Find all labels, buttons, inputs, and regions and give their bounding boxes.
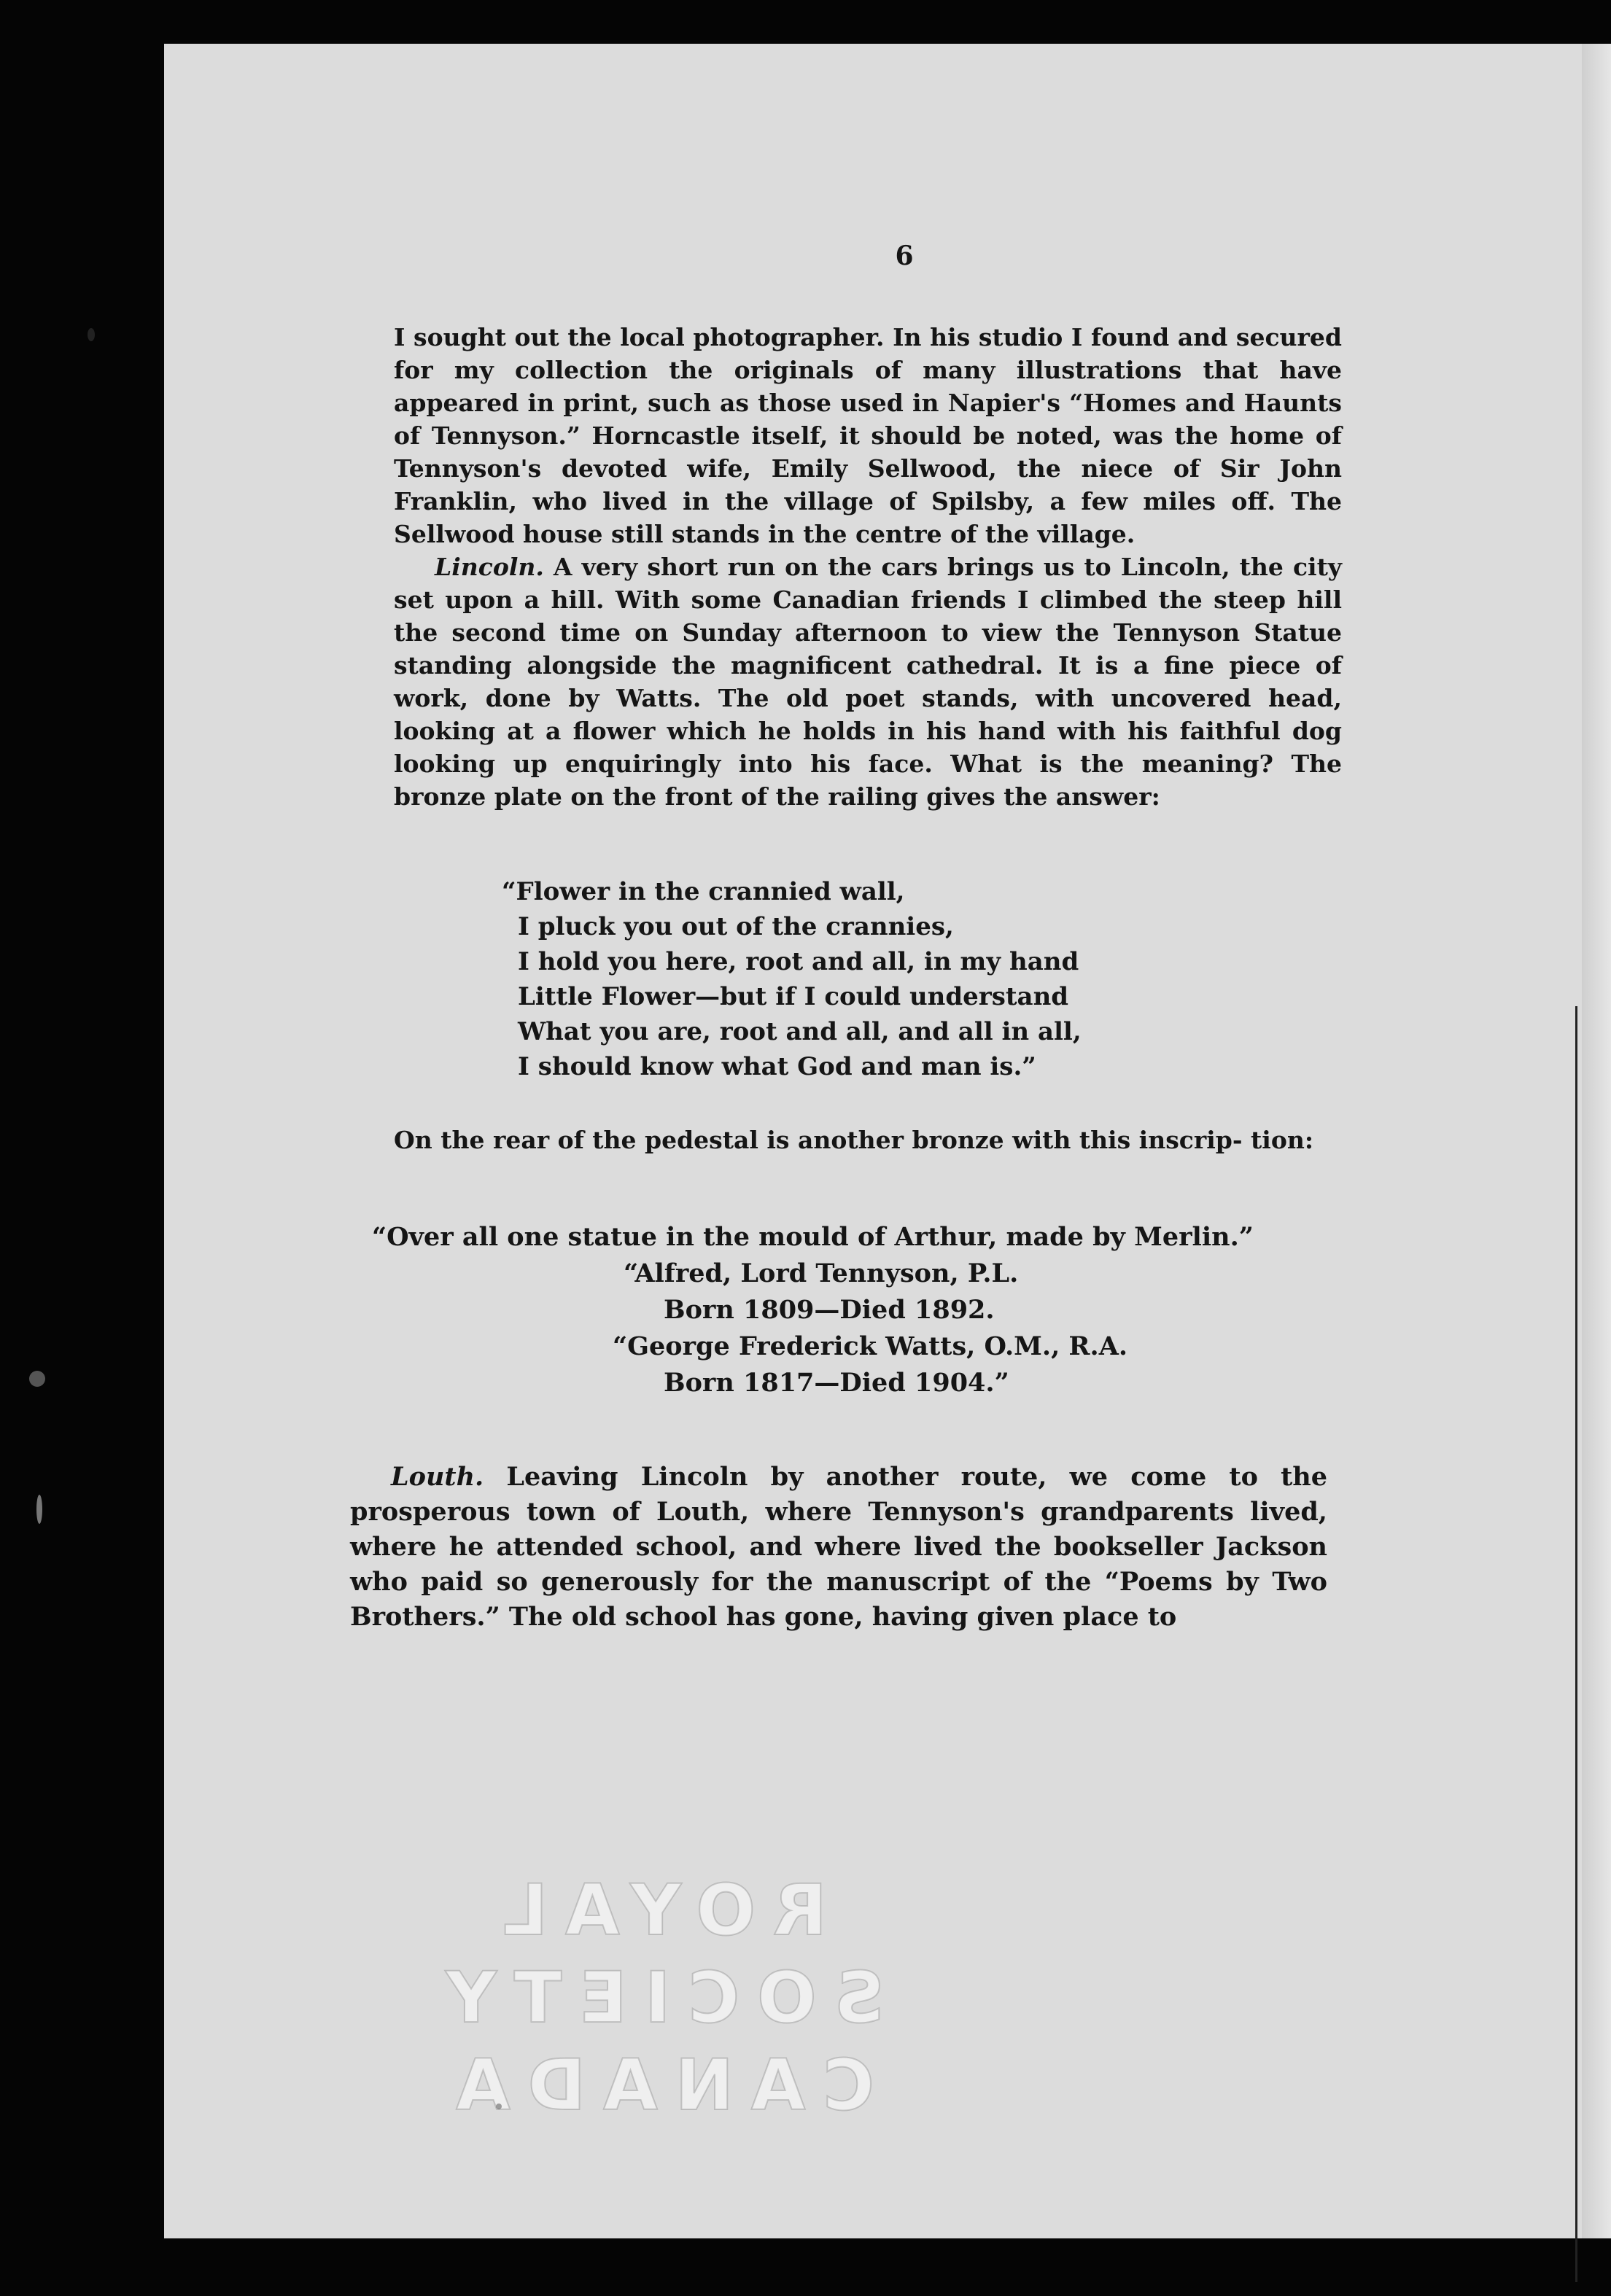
- poem-line: I should know what God and man is.”: [518, 1052, 1036, 1081]
- section-lead-louth: Louth.: [391, 1462, 484, 1492]
- poem-line: What you are, root and all, and all in all,: [518, 1017, 1082, 1046]
- inscription-line: “George Frederick Watts, O.M., R.A.: [613, 1331, 1128, 1361]
- inscription-block: [372, 1219, 1342, 1401]
- poem-line: “Flower in the crannied wall,: [502, 877, 905, 906]
- section-lead-lincoln: Lincoln.: [435, 553, 544, 581]
- inscription-line: “Alfred, Lord Tennyson, P.L.: [624, 1258, 1019, 1288]
- stamp-line: ROYAL SOCIETY: [428, 1869, 885, 2039]
- scan-speck: [36, 1495, 42, 1524]
- paragraph-louth-body: Leaving Lincoln by another route, we come to the prosperous town of Louth, where Tennyson's grandparents lived, where he attended school, and where lived the bookseller Jackson who paid so generously for the manuscript of the “Poems by Two Brothers.” The old school has gone, having given place to: [350, 1462, 1327, 1632]
- page-edge-shadow: [1582, 44, 1611, 2238]
- page-gutter-line: [1575, 1006, 1577, 2282]
- poem-line: Little Flower—but if I could understand: [518, 982, 1069, 1011]
- poem-line: I pluck you out of the crannies,: [518, 912, 954, 941]
- poem-quote: [502, 874, 1342, 1084]
- scan-speck: [88, 328, 95, 341]
- library-stamp: [328, 1867, 985, 2126]
- page-text: [350, 241, 1342, 1635]
- paragraph-louth: [350, 1460, 1327, 1635]
- paragraph-lincoln: [394, 550, 1342, 813]
- page-number: 6: [895, 241, 914, 271]
- paragraph-horncastle: I sought out the local photographer. In his studio I found and secured for my collection the originals of many illustrations that have appeared in print, such as those used in Napier's “Homes and Haunts of Tennyson.” Horncastle itself, it should be noted, was the home of Tennyson's devoted wife, Emily Sellwood, the niece of Sir John Franklin, who lived in the village of Spilsby, a few miles off. The Sellwood house still stands in the centre of the village.: [394, 323, 1342, 548]
- paragraph-lincoln-body: A very short run on the cars brings us to Lincoln, the city set upon a hill. With some Canadian friends I climbed the steep hill the second time on Sunday afternoon to view the Tennyson Statue standing alongside the magnificent cathedral. It is a fine piece of work, done by Watts. The old poet stands, with uncovered head, looking at a flower which he holds in his hand with his faithful dog looking up enquiringly into his face. What is the meaning? The bronze plate on the front of the railing gives the answer:: [394, 553, 1342, 811]
- stamp-line: CANADA: [438, 2044, 874, 2126]
- inscription-line: Born 1809—Died 1892.: [664, 1295, 995, 1325]
- poem-line: I hold you here, root and all, in my hand: [518, 947, 1079, 976]
- paragraph-pedestal: On the rear of the pedestal is another bronze with this inscrip- tion:: [394, 1126, 1314, 1154]
- inscription-line: “Over all one statue in the mould of Arthur, made by Merlin.”: [372, 1222, 1254, 1252]
- scan-speck: [29, 1371, 45, 1387]
- inscription-line: Born 1817—Died 1904.”: [664, 1368, 1009, 1398]
